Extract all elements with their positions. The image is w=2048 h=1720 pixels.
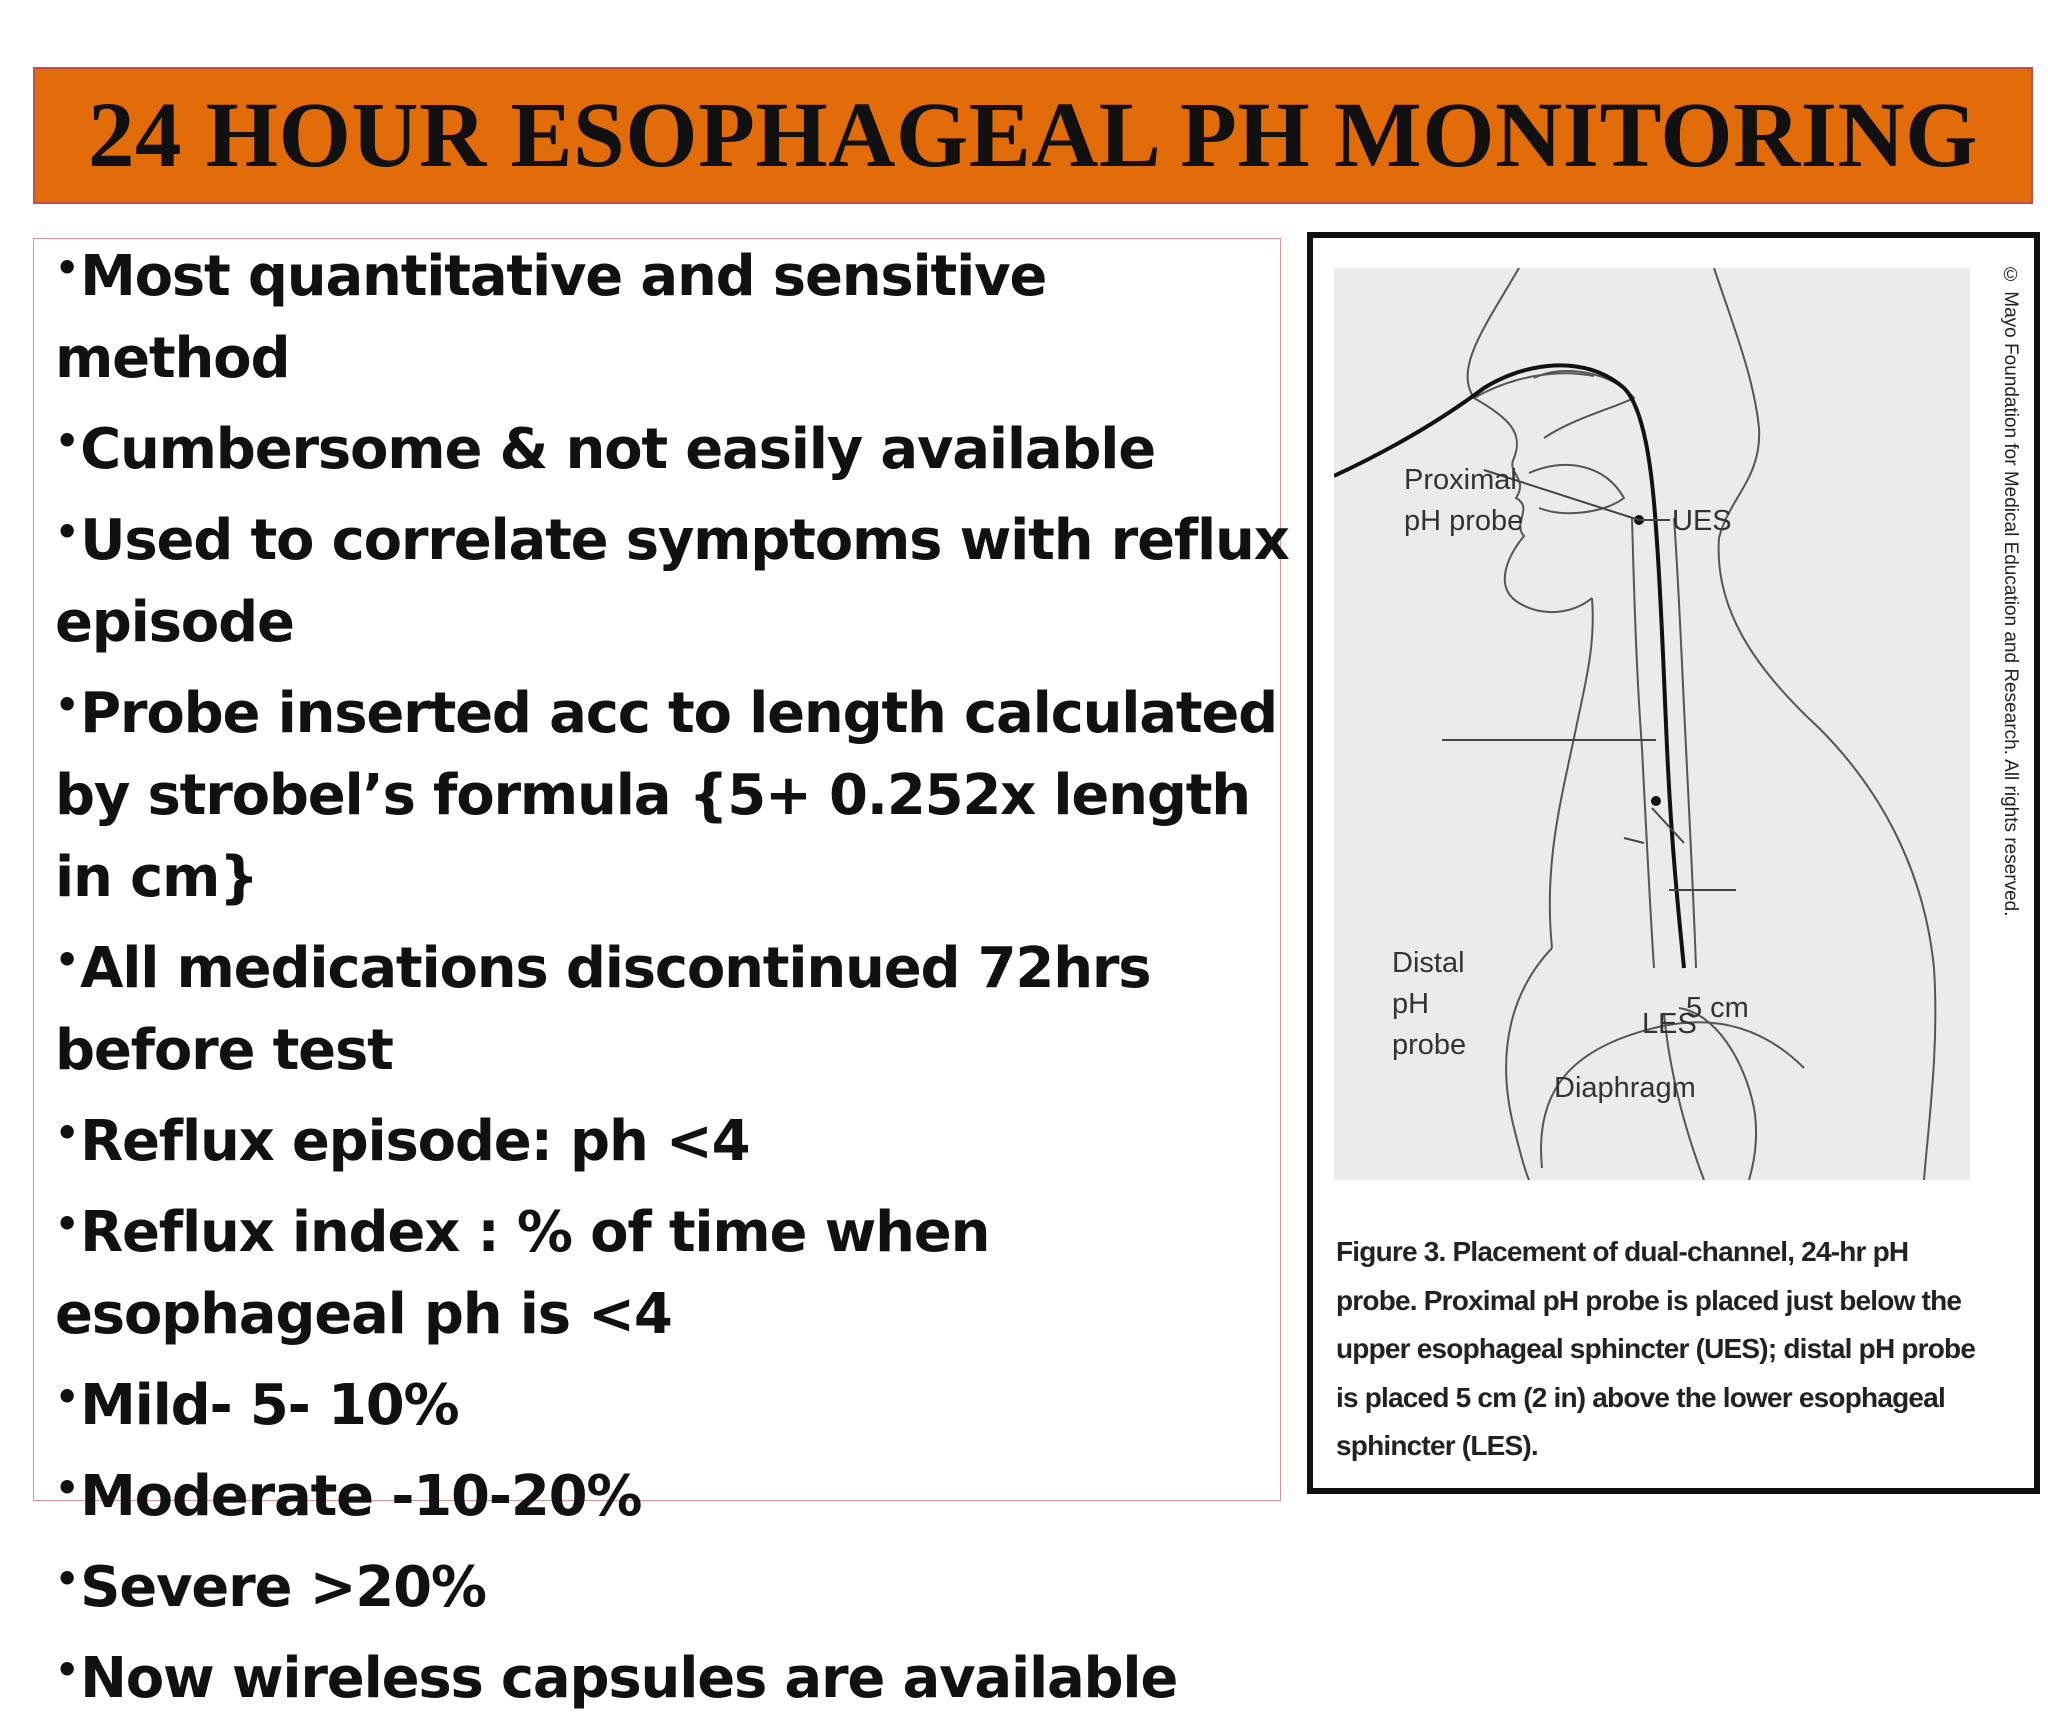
bullet-text: Mild- 5- 10% [80, 1373, 459, 1438]
bullet-dot-icon: • [55, 1375, 79, 1419]
bullet-dot-icon: • [55, 1202, 79, 1246]
bullet-dot-icon: • [55, 510, 79, 554]
bullet-dot-icon: • [55, 683, 79, 727]
bullet-dot-icon: • [55, 419, 79, 463]
bullet-item [55, 1092, 1295, 1183]
bullet-item [55, 1183, 1295, 1356]
proximal-probe-label: Proximal pH probe [1404, 464, 1524, 537]
bullet-item [55, 491, 1295, 664]
bullet-item [55, 1538, 1295, 1629]
bullet-item [55, 227, 1295, 400]
figure-caption: Figure 3. Placement of dual-channel, 24-hr pH probe. Proximal pH probe is placed just below the upper esophageal sphincter (UES); distal pH probe is placed 5 cm (2 in) above the lower esophageal sphincter (LES). [1336, 1236, 1976, 1461]
title-bar [33, 67, 2033, 204]
neck-front [1550, 598, 1593, 948]
distance-5cm-label: 5 cm [1686, 992, 1749, 1024]
bullet-dot-icon: • [55, 246, 79, 290]
bullet-dot-icon: • [55, 1466, 79, 1510]
bullet-text: Probe inserted acc to length calculated by strobel’s formula {5+ 0.252x length in cm} [55, 681, 1278, 910]
bullet-text: Now wireless capsules are available [80, 1646, 1178, 1711]
ph-probe-catheter [1334, 365, 1684, 968]
anatomy-diagram [1334, 268, 1970, 1180]
bullet-text: Moderate -10-20% [80, 1464, 642, 1529]
chest-front [1506, 948, 1552, 1180]
bullet-item [55, 664, 1295, 919]
bullet-text: Most quantitative and sensitive method [55, 244, 1047, 391]
bullet-dot-icon: • [55, 1557, 79, 1601]
bullet-text: Cumbersome & not easily available [80, 417, 1156, 482]
esophagus-left [1632, 518, 1654, 968]
bullet-text: Severe >20% [80, 1555, 486, 1620]
bullet-list [55, 227, 1295, 1720]
bullet-dot-icon: • [55, 1648, 79, 1692]
les-label: LES [1642, 1008, 1697, 1040]
nasal-cavity [1534, 371, 1634, 438]
back-neck [1719, 538, 1936, 1180]
bullet-text: Reflux index : % of time when esophageal ph is <4 [55, 1200, 990, 1347]
ues-label: UES [1672, 505, 1732, 537]
bullet-dot-icon: • [55, 938, 79, 982]
anatomy-outline [1468, 268, 1936, 1180]
copyright-notice: © Mayo Foundation for Medical Education and Research. All rights reserved. [2000, 265, 2021, 917]
bullet-text: Used to correlate symptoms with reflux episode [55, 508, 1289, 655]
bullet-item [55, 919, 1295, 1092]
bullet-item [55, 1356, 1295, 1447]
bullet-item [55, 1447, 1295, 1538]
bullet-item [55, 400, 1295, 491]
distal-probe-marker [1651, 796, 1661, 806]
distal-probe-label: Distal pH probe [1392, 947, 1467, 1061]
head-outline [1468, 268, 1594, 398]
slide-title: 24 HOUR ESOPHAGEAL PH MONITORING [88, 84, 1978, 187]
diaphragm-label: Diaphragm [1554, 1072, 1696, 1104]
bullet-text: Reflux episode: ph <4 [80, 1109, 750, 1174]
back-of-head [1714, 268, 1759, 538]
bullet-text: All medications discontinued 72hrs before test [55, 936, 1151, 1083]
bullet-item [55, 1629, 1295, 1720]
bullet-dot-icon: • [55, 1111, 79, 1155]
